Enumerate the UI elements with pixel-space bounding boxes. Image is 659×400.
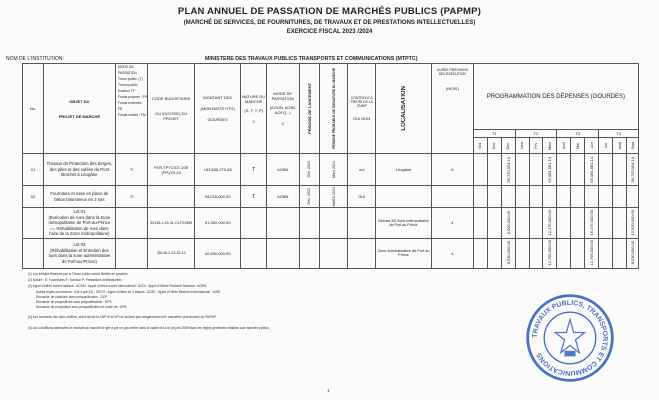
table-row (23, 208, 639, 239)
col-launch-label: PÉRIODE DE LANCEMENT (306, 83, 312, 134)
spend-cell (487, 238, 501, 268)
col-location-label: LOCALISATION (400, 86, 407, 131)
spend-cell (557, 154, 571, 186)
row-location: Léogâne (376, 154, 432, 186)
month-cell (599, 138, 613, 154)
quarter-t3: T3 (557, 130, 599, 138)
row-code (148, 186, 194, 208)
row-objet (43, 238, 115, 268)
mode-list-item: Tr/nor public, (T) (117, 77, 143, 81)
spend-amount: 55,081,881.14 (547, 156, 553, 183)
mode-list-item: Fonds externes : FE (117, 101, 144, 111)
spend-amount: 8,500,000.00 (505, 211, 511, 235)
col-montant (194, 64, 240, 154)
row-code: 33145-1-13-15-13 (148, 238, 194, 268)
seal-text: TRAVAUX PUBLICS, TRANSPORTS ET COMMUNICATIONS (531, 299, 609, 377)
col-gourdes: GOURDES (207, 117, 228, 122)
spend-cell (501, 186, 515, 208)
spend-cell (627, 186, 639, 208)
fiscal-year: EXERCICE FISCAL 2023 /2024 (286, 29, 373, 35)
spend-cell (543, 186, 557, 208)
seal-emblem (555, 320, 584, 357)
spend-cell (473, 186, 487, 208)
col-projet-label: PROJET DE MARCHÉ (58, 113, 101, 119)
spend-cell (543, 154, 557, 186)
month-cell (613, 138, 627, 154)
spend-amount: 36,720,054.10 (630, 156, 636, 183)
spend-amount: 8,530,000.00 (505, 241, 511, 265)
mode-list-item: Fonds mixtes : FM (117, 113, 146, 117)
row-no: 02 (23, 186, 44, 208)
row-amount: 42,650,000.00 (194, 238, 240, 268)
spend-amount: 55,081,881.14 (589, 156, 595, 183)
col-duration-label: DURÉE PRÉVISION DEL'EXÉCUTION (436, 68, 468, 76)
spend-cell (529, 154, 543, 186)
spend-cell (599, 208, 613, 239)
col-code-label: CODE BUDGÉTAIRE (152, 96, 191, 101)
row-no: 01 (23, 154, 44, 186)
table-row (23, 238, 639, 268)
col-nature-label: NATURE DU MARCHÉ (242, 93, 266, 104)
spend-cell (613, 238, 627, 268)
row-location: Delmas 33/ Zone métropolitaine de Port-au-Prince (376, 208, 432, 239)
row-nature: T (241, 186, 267, 208)
col-launch (299, 64, 320, 154)
row-fund: TI (115, 186, 148, 208)
spend-cell (487, 186, 501, 208)
month-cell (571, 138, 585, 154)
svg-text:TRAVAUX PUBLICS, TRANSPORTS ET (532, 300, 608, 376)
row-launch-cell (299, 208, 320, 239)
row-nature (241, 238, 267, 268)
spend-cell (627, 238, 639, 268)
mode-list-item: Tr/non public fonction TF (117, 83, 138, 93)
month-cell (487, 138, 501, 154)
row-nature: T (241, 154, 267, 186)
col-nature-count: 0 (252, 118, 255, 124)
row-control (348, 238, 376, 268)
table-row (23, 186, 639, 208)
spend-cell (585, 186, 599, 208)
col-nature-codes: (S, F, T, P) (244, 107, 263, 113)
spend-cell (599, 238, 613, 268)
footnote: Demande de cotations avec préqualification : DCP (36, 295, 108, 299)
ministry-name: MINISTERE DES TRAVAUX PUBLICS TRANSPORTS ET COMMUNICATIONS (MTPTC) (205, 56, 418, 62)
col-id-label: OU ID(CODE) DU PROJET (155, 111, 188, 121)
spend-cell (529, 186, 543, 208)
spend-cell (501, 238, 515, 268)
spend-amount: 16,175,000.00 (589, 209, 595, 236)
spend-cell (585, 154, 599, 186)
spend-amount: 12,175,000.00 (547, 209, 553, 236)
footnote: Demande de propositions sans préqualification : DPS (36, 300, 112, 304)
col-objet-label: OBJET DU (69, 98, 90, 104)
quarter-t4: T4 (599, 130, 639, 138)
month-cell (501, 138, 515, 154)
procurement-table (22, 63, 639, 269)
row-mode (266, 238, 299, 268)
col-control-label: CONTRÔLE A PRIORI DE LA CNMP (350, 96, 373, 108)
col-control (348, 64, 376, 154)
col-duration (431, 64, 473, 154)
mode-list-title: MODE DE PASSATION (117, 65, 137, 75)
month-label: Fév. (533, 142, 538, 149)
spend-cell (571, 238, 585, 268)
spend-cell (627, 208, 639, 239)
row-nature (241, 208, 267, 239)
spend-cell (473, 238, 487, 268)
spend-cell (571, 208, 585, 239)
spend-cell (571, 186, 585, 208)
row-control: oui (348, 154, 376, 186)
month-label: Août (617, 141, 622, 150)
spend-cell (557, 208, 571, 239)
row-sign: MARS 2024 (331, 186, 336, 207)
lot-description: (Exécution de rues dans la Zone métropolitaine de Port-au-Prince == Réhabilitation de rues dans l'aire de la Zone métropolitaine) (48, 214, 111, 236)
spend-cell (473, 208, 487, 239)
row-objet: Fourniture et mise en place de béton bitumineux en 2 lots (43, 186, 115, 208)
month-label: Sept. (630, 141, 635, 150)
row-duration: 6 (431, 154, 473, 186)
document-title: PLAN ANNUEL DE PASSATION DE MARCHÉS PUBLICS (PAPMP) (177, 6, 482, 17)
ministry-seal-stamp (524, 292, 616, 384)
row-no (23, 208, 44, 239)
row-fund (115, 208, 148, 239)
header-row (23, 64, 639, 130)
month-cell (627, 138, 639, 154)
col-nature (241, 64, 267, 154)
col-control-options: OUI NON (353, 116, 371, 121)
row-duration: 4 (431, 238, 473, 268)
row-objet: Travaux de Protection des berges, des piles et des culées du Pont Brochet à Léogâne (43, 154, 115, 186)
col-no: No. (23, 64, 44, 154)
quarter-t1: T1 (473, 130, 515, 138)
spend-cell (515, 238, 529, 268)
row-launch: Déc. 2023 (307, 188, 312, 205)
row-duration: 4 (431, 208, 473, 239)
spend-cell (529, 208, 543, 239)
row-control (348, 208, 376, 239)
row-launch: Déc. 2023 (307, 161, 312, 178)
col-mode-codes: (AOON, AOIN, AOFQ...) (269, 105, 296, 115)
month-label: Avril (561, 142, 566, 149)
col-duration-units: (MOIS) (445, 86, 459, 91)
table-row (23, 154, 639, 186)
spend-cell (487, 154, 501, 186)
footnote: (2) Nature : S: Fournitures F: Travaux P: Prestations intellectuelles (28, 278, 122, 282)
spend-cell (599, 154, 613, 186)
spend-cell (557, 238, 571, 268)
footnote: (5) Les conditions adressées le montant au marché de gré à gré ne pas entrer dans le cadre de la loi de juin 2009 fixant les règles générales relatives aux marchés publics (28, 326, 269, 330)
spend-cell (613, 208, 627, 239)
spend-cell (613, 154, 627, 186)
lot-description: (Réhabilitation et Entretien des rues dans la zone administrative de Port-au-Prince) (48, 247, 111, 264)
spend-cell (613, 186, 627, 208)
row-launch-cell (299, 154, 320, 186)
spend-cell (487, 208, 501, 239)
row-mode: AOBN (266, 186, 299, 208)
col-montant-units: (MONTANTS HTG) (200, 106, 235, 111)
row-launch-cell (299, 186, 320, 208)
footnote: Demande de proposition avec préqualification et mode de : DPA (36, 305, 127, 309)
spend-cell (515, 154, 529, 186)
month-label: Juil. (603, 142, 608, 149)
row-sign-cell (320, 238, 348, 268)
spend-cell (473, 154, 487, 186)
col-location (376, 64, 432, 154)
month-label: Oct. (478, 142, 483, 149)
footnote: (1) Les intitulés financés par le Trésor public seront libellés en gourdes (28, 272, 128, 276)
month-label: Mars (547, 141, 552, 150)
month-label: Déc. (506, 141, 511, 150)
month-label: Mai (575, 142, 580, 149)
footnote: Autres règles procédures : Gré à gré (G) ; ORCS ; Appel d'offres en 2 étapes : AO2E ; Appel d'Offres Restreint International : AORI (36, 290, 221, 294)
spend-cell (543, 208, 557, 239)
spend-cell (543, 238, 557, 268)
row-sign-cell (320, 208, 348, 239)
col-objet (43, 64, 115, 154)
month-cell (557, 138, 571, 154)
row-amount: 183,606,270.48 (194, 154, 240, 186)
col-mode (266, 64, 299, 154)
spend-cell (529, 238, 543, 268)
spend-cell (515, 208, 529, 239)
quarter-t2: T2 (515, 130, 557, 138)
row-location: Zone Administrative de Port au Prince (376, 238, 432, 268)
spend-cell (585, 238, 599, 268)
row-duration (431, 186, 473, 208)
row-control: OUI (348, 186, 376, 208)
row-launch-cell (299, 238, 320, 268)
month-label: Nov. (492, 141, 497, 150)
row-amount: 94,016,000.00 (194, 186, 240, 208)
spend-amount: 36,720,054.10 (505, 156, 511, 183)
spend-amount: 12,795,000.00 (589, 240, 595, 266)
col-mode-count: 0 (281, 121, 284, 126)
document-subtitle: (MARCHÉ DE SERVICES, DE FOURNITURES, DE TRAVAUX ET DE PRESTATIONS INTELLECTUELLES) (183, 20, 476, 26)
row-sign-cell (320, 154, 348, 186)
spend-cell (501, 154, 515, 186)
row-fund: TI (115, 154, 148, 186)
month-cell (529, 138, 543, 154)
mode-list-item: Fonds propres : FP (117, 95, 147, 99)
col-mode-fund (115, 64, 148, 154)
institution-label: NOM DE L'INSTITUTION: (6, 56, 64, 62)
row-no (23, 238, 44, 268)
col-programme: PROGRAMMATION DES DÉPENSES (GOURDES) (473, 64, 638, 130)
row-sign: Mars 2024 (331, 161, 336, 178)
row-mode (266, 208, 299, 239)
month-label: Juin (589, 142, 594, 149)
month-cell (515, 138, 529, 154)
page-number: 1 (327, 388, 330, 393)
row-sign-cell (320, 186, 348, 208)
spend-cell (557, 186, 571, 208)
spend-cell (599, 186, 613, 208)
col-code (148, 64, 194, 154)
spend-cell (515, 186, 529, 208)
footnote: (3) Appel d'offres ouvert national : AOON ; Appel d'offres ouvert international : AOOI ; Appel d'Offres Restreint National : AORN (28, 284, 207, 288)
footnote: (4) Les montants des deux chiffres, etant donné la CNP et la DPI ne suivent pas obligatoirement le calendrier prévisionnel du PAPMP (28, 315, 216, 319)
row-fund (115, 238, 148, 268)
col-sign (320, 64, 348, 154)
row-code: FER-TPTC/DT-10E (PP)/23-24 (148, 154, 194, 186)
month-cell (473, 138, 487, 154)
month-cell (585, 138, 599, 154)
month-cell (543, 138, 557, 154)
lot-title: Lot 01 (73, 209, 86, 214)
spend-cell (501, 208, 515, 239)
lot-title: Lot 02 (73, 242, 86, 247)
col-mode-label: MODE DE PASSATION (271, 91, 294, 101)
spend-amount: 12,500,000.00 (630, 209, 636, 236)
col-montant-label: MONTANT DES (203, 95, 233, 100)
row-objet (43, 208, 115, 239)
spend-cell (627, 154, 639, 186)
month-label: Janv. (520, 141, 525, 150)
row-amount: 51,350,000.00 (194, 208, 240, 239)
spend-amount: 12,795,000.00 (547, 240, 553, 266)
spend-cell (571, 154, 585, 186)
spend-cell (585, 208, 599, 239)
row-code: 33145-1-15-31-13-F01569 (148, 208, 194, 239)
row-mode: AOBN (266, 154, 299, 186)
col-sign-label: PÉRIODE PROBABLE DE SIGNATURE DU MARCHÉ (331, 68, 336, 149)
spend-amount: 8,530,000.00 (630, 241, 636, 265)
row-location (376, 186, 432, 208)
